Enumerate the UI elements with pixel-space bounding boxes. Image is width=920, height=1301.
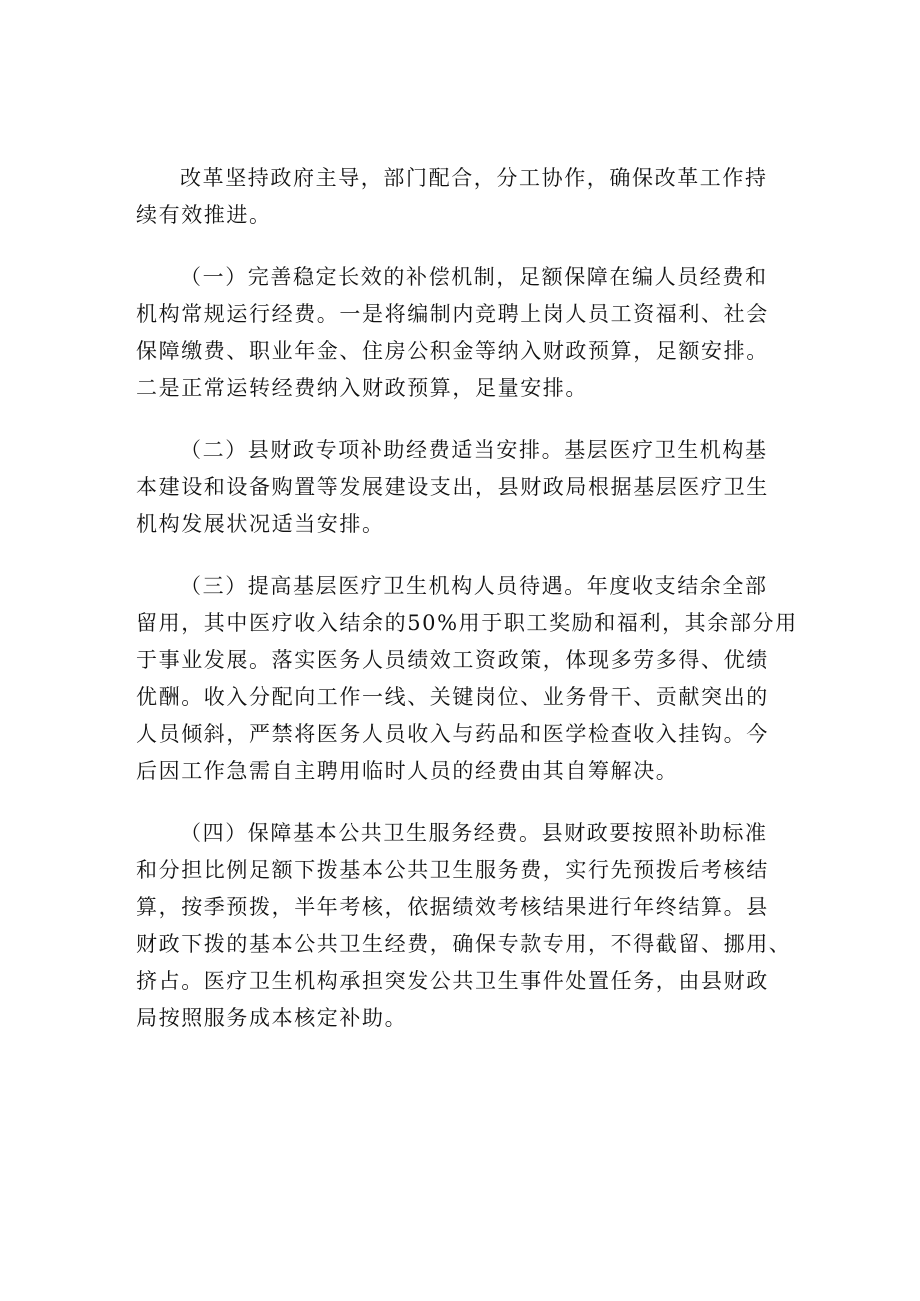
document-body	[136, 160, 798, 1037]
text-line: 财政下拨的基本公共卫生经费，确保专款专用，不得截留、挪用、	[136, 932, 792, 956]
text-line: 保障缴费、职业年金、住房公积金等纳入财政预算，足额安排。	[136, 339, 769, 363]
text-line: 优酬。收入分配向工作一线、关键岗位、业务骨干、贡献突出的	[136, 685, 769, 709]
text-line: 于事业发展。落实医务人员绩效工资政策，体现多劳多得、优绩	[136, 648, 769, 672]
text-line: （四）保障基本公共卫生服务经费。县财政要按照补助标准	[180, 821, 768, 845]
text-line: 和分担比例足额下拨基本公共卫生服务费，实行先预拨后考核结	[136, 858, 769, 882]
paragraph-section-4	[136, 815, 792, 1037]
text-line: 二是正常运转经费纳入财政预算，足量安排。	[136, 376, 588, 400]
text-line: 人员倾斜，严禁将医务人员收入与药品和医学检查收入挂钩。今	[136, 722, 769, 746]
text-line: 留用，其中医疗收入结余的50%用于职工奖励和福利，其余部分用	[136, 611, 798, 635]
paragraph-intro	[136, 160, 788, 234]
text-line: 后因工作急需自主聘用临时人员的经费由其自筹解决。	[136, 759, 679, 783]
paragraph-section-2	[136, 432, 788, 543]
text-line: （一）完善稳定长效的补偿机制，足额保障在编人员经费和	[180, 265, 768, 289]
text-line: 本建设和设备购置等发展建设支出，县财政局根据基层医疗卫生	[136, 475, 769, 499]
text-line: 算，按季预拨，半年考核，依据绩效考核结果进行年终结算。县	[136, 895, 769, 919]
text-line: 挤占。医疗卫生机构承担突发公共卫生事件处置任务，由县财政	[136, 969, 769, 993]
text-line: 机构常规运行经费。一是将编制内竞聘上岗人员工资福利、社会	[136, 302, 769, 326]
text-line: 机构发展状况适当安排。	[136, 512, 385, 536]
text-line: 续有效推进。	[136, 203, 272, 227]
text-line: 局按照服务成本核定补助。	[136, 1006, 408, 1030]
text-line: （三）提高基层医疗卫生机构人员待遇。年度收支结余全部	[180, 574, 768, 598]
text-line: 改革坚持政府主导，部门配合，分工协作，确保改革工作持	[180, 166, 768, 190]
paragraph-section-3	[136, 568, 798, 790]
paragraph-section-1	[136, 259, 788, 407]
text-line: （二）县财政专项补助经费适当安排。基层医疗卫生机构基	[180, 438, 768, 462]
